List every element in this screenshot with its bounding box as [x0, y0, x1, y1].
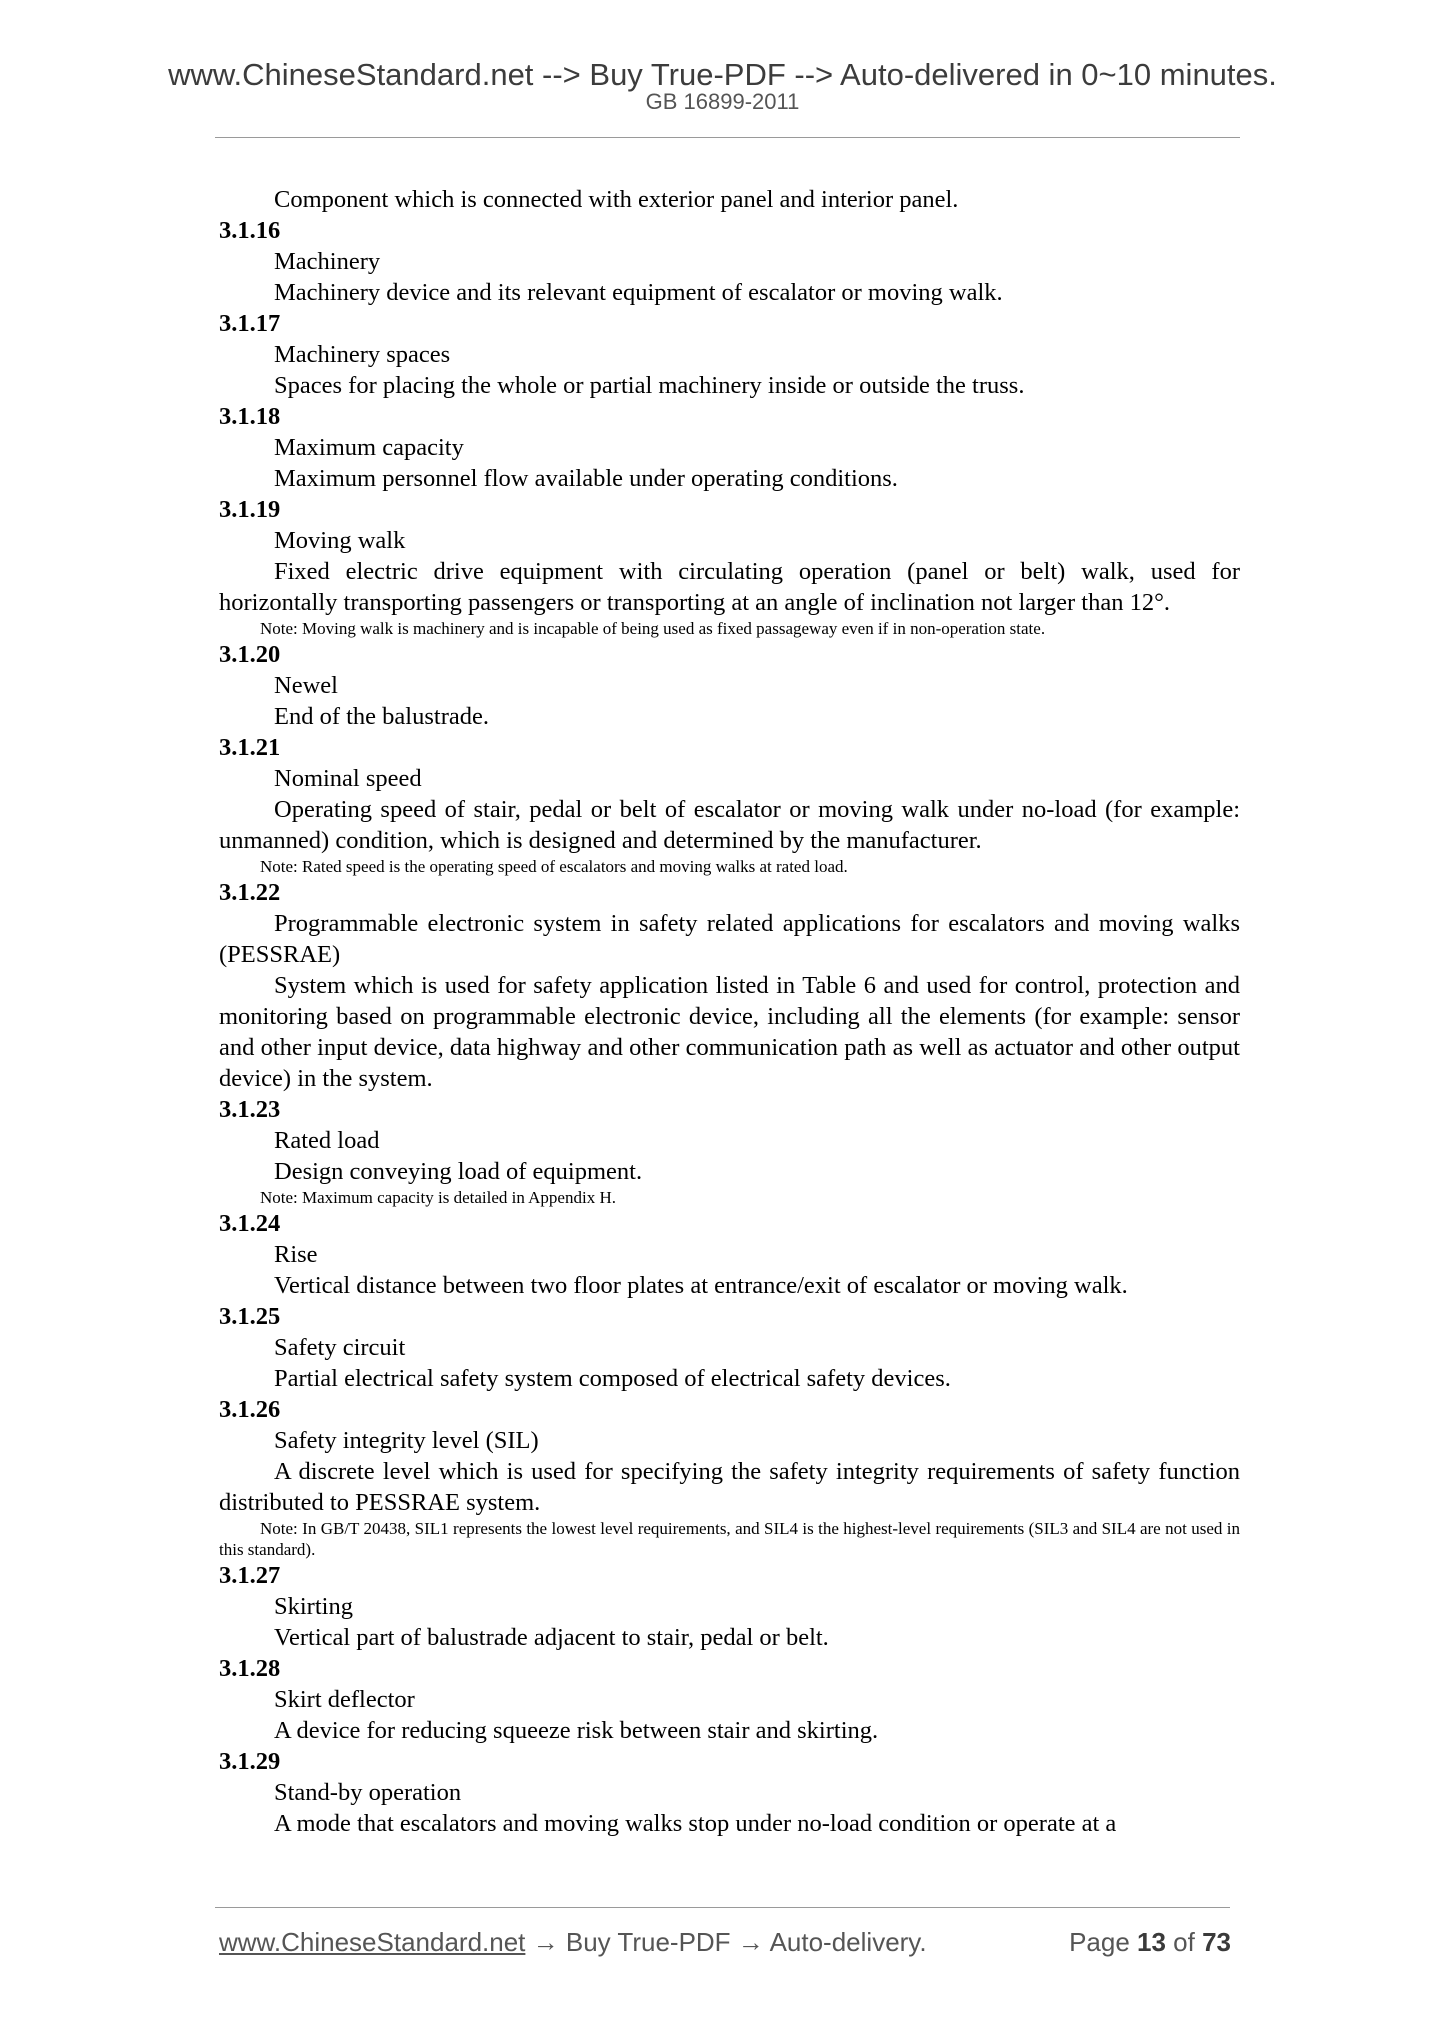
term-title: Machinery	[274, 248, 381, 275]
page-of: of	[1165, 1927, 1203, 1957]
clause-number: 3.1.29	[219, 1748, 281, 1775]
term-definition: End of the balustrade.	[274, 703, 489, 730]
term-definition: Partial electrical safety system composed of electrical safety devices.	[274, 1365, 951, 1392]
page-number: 13	[1137, 1927, 1166, 1957]
term-definition: Operating speed of stair, pedal or belt of escalator or moving walk under no-load (for example: unmanned) condition, which is designed and determined by the manufacturer.	[219, 796, 1240, 854]
term-title: Rated load	[274, 1127, 380, 1154]
term-title: Machinery spaces	[274, 341, 451, 368]
term-definition: A device for reducing squeeze risk between stair and skirting.	[274, 1717, 879, 1744]
term-title: Moving walk	[274, 527, 406, 554]
page-footer	[219, 1922, 1231, 1962]
term-definition: A discrete level which is used for specifying the safety integrity requirements of safety function distributed to PESSRAE system.	[219, 1458, 1240, 1516]
page-prefix: Page	[1069, 1927, 1138, 1957]
term-note: Note: In GB/T 20438, SIL1 represents the lowest level requirements, and SIL4 is the highest-level requirements (SIL3 and SIL4 are not used in this standard).	[219, 1519, 1240, 1559]
footer-tagline: → Buy True-PDF → Auto-delivery.	[525, 1927, 927, 1957]
term-title: Safety integrity level (SIL)	[274, 1427, 539, 1454]
term-note: Note: Maximum capacity is detailed in Appendix H.	[260, 1188, 616, 1207]
footer-promo	[219, 1922, 927, 1962]
term-title: Maximum capacity	[274, 434, 464, 461]
term-note: Note: Moving walk is machinery and is incapable of being used as fixed passageway even if in non-operation state.	[260, 619, 1046, 638]
term-title: Safety circuit	[274, 1334, 406, 1361]
clause-number: 3.1.27	[219, 1562, 281, 1589]
clause-number: 3.1.22	[219, 879, 281, 906]
clause-number: 3.1.23	[219, 1096, 281, 1123]
term-definition: Design conveying load of equipment.	[274, 1158, 643, 1185]
term-definition: System which is used for safety application listed in Table 6 and used for control, protection and monitoring based on programmable electronic device, including all the elements (for example: sensor and other input device, data highway and other communication path as well as actuator and other output device) in the system.	[219, 972, 1240, 1092]
clause-number: 3.1.20	[219, 641, 281, 668]
term-definition: Fixed electric drive equipment with circulating operation (panel or belt) walk, used for horizontally transporting passengers or transporting at an angle of inclination not larger than 12°.	[219, 558, 1240, 616]
clause-number: 3.1.24	[219, 1210, 281, 1237]
clause-number: 3.1.18	[219, 403, 281, 430]
clause-number: 3.1.19	[219, 496, 281, 523]
clause-number: 3.1.25	[219, 1303, 281, 1330]
page-total: 73	[1202, 1927, 1231, 1957]
term-definition: Machinery device and its relevant equipment of escalator or moving walk.	[274, 279, 1003, 306]
clause-number: 3.1.21	[219, 734, 281, 761]
term-entries	[219, 215, 1240, 1839]
term-definition: Spaces for placing the whole or partial machinery inside or outside the truss.	[274, 372, 1025, 399]
term-title: Stand-by operation	[274, 1779, 462, 1806]
clause-number: 3.1.28	[219, 1655, 281, 1682]
clause-number: 3.1.17	[219, 310, 281, 337]
footer-divider	[215, 1907, 1230, 1908]
term-title: Programmable electronic system in safety related applications for escalators and moving walks (PESSRAE)	[219, 910, 1240, 968]
page-indicator	[1069, 1922, 1231, 1962]
header-divider	[215, 137, 1240, 138]
intro-line: Component which is connected with exterior panel and interior panel.	[274, 186, 959, 213]
term-definition: Maximum personnel flow available under operating conditions.	[274, 465, 898, 492]
site-link[interactable]: www.ChineseStandard.net	[219, 1927, 526, 1957]
clause-number: 3.1.26	[219, 1396, 281, 1423]
term-definition: A mode that escalators and moving walks stop under no-load condition or operate at a	[274, 1810, 1117, 1837]
term-title: Skirt deflector	[274, 1686, 415, 1713]
document-body	[219, 184, 1240, 1839]
term-note: Note: Rated speed is the operating speed of escalators and moving walks at rated load.	[260, 857, 848, 876]
term-title: Newel	[274, 672, 338, 699]
top-banner: www.ChineseStandard.net --> Buy True-PDF --> Auto-delivered in 0~10 minutes.	[168, 57, 1277, 92]
standard-code: GB 16899-2011	[645, 89, 800, 114]
term-definition: Vertical part of balustrade adjacent to stair, pedal or belt.	[274, 1624, 829, 1651]
term-title: Nominal speed	[274, 765, 422, 792]
term-title: Skirting	[274, 1593, 353, 1620]
clause-number: 3.1.16	[219, 217, 281, 244]
term-title: Rise	[274, 1241, 318, 1268]
term-definition: Vertical distance between two floor plates at entrance/exit of escalator or moving walk.	[274, 1272, 1128, 1299]
